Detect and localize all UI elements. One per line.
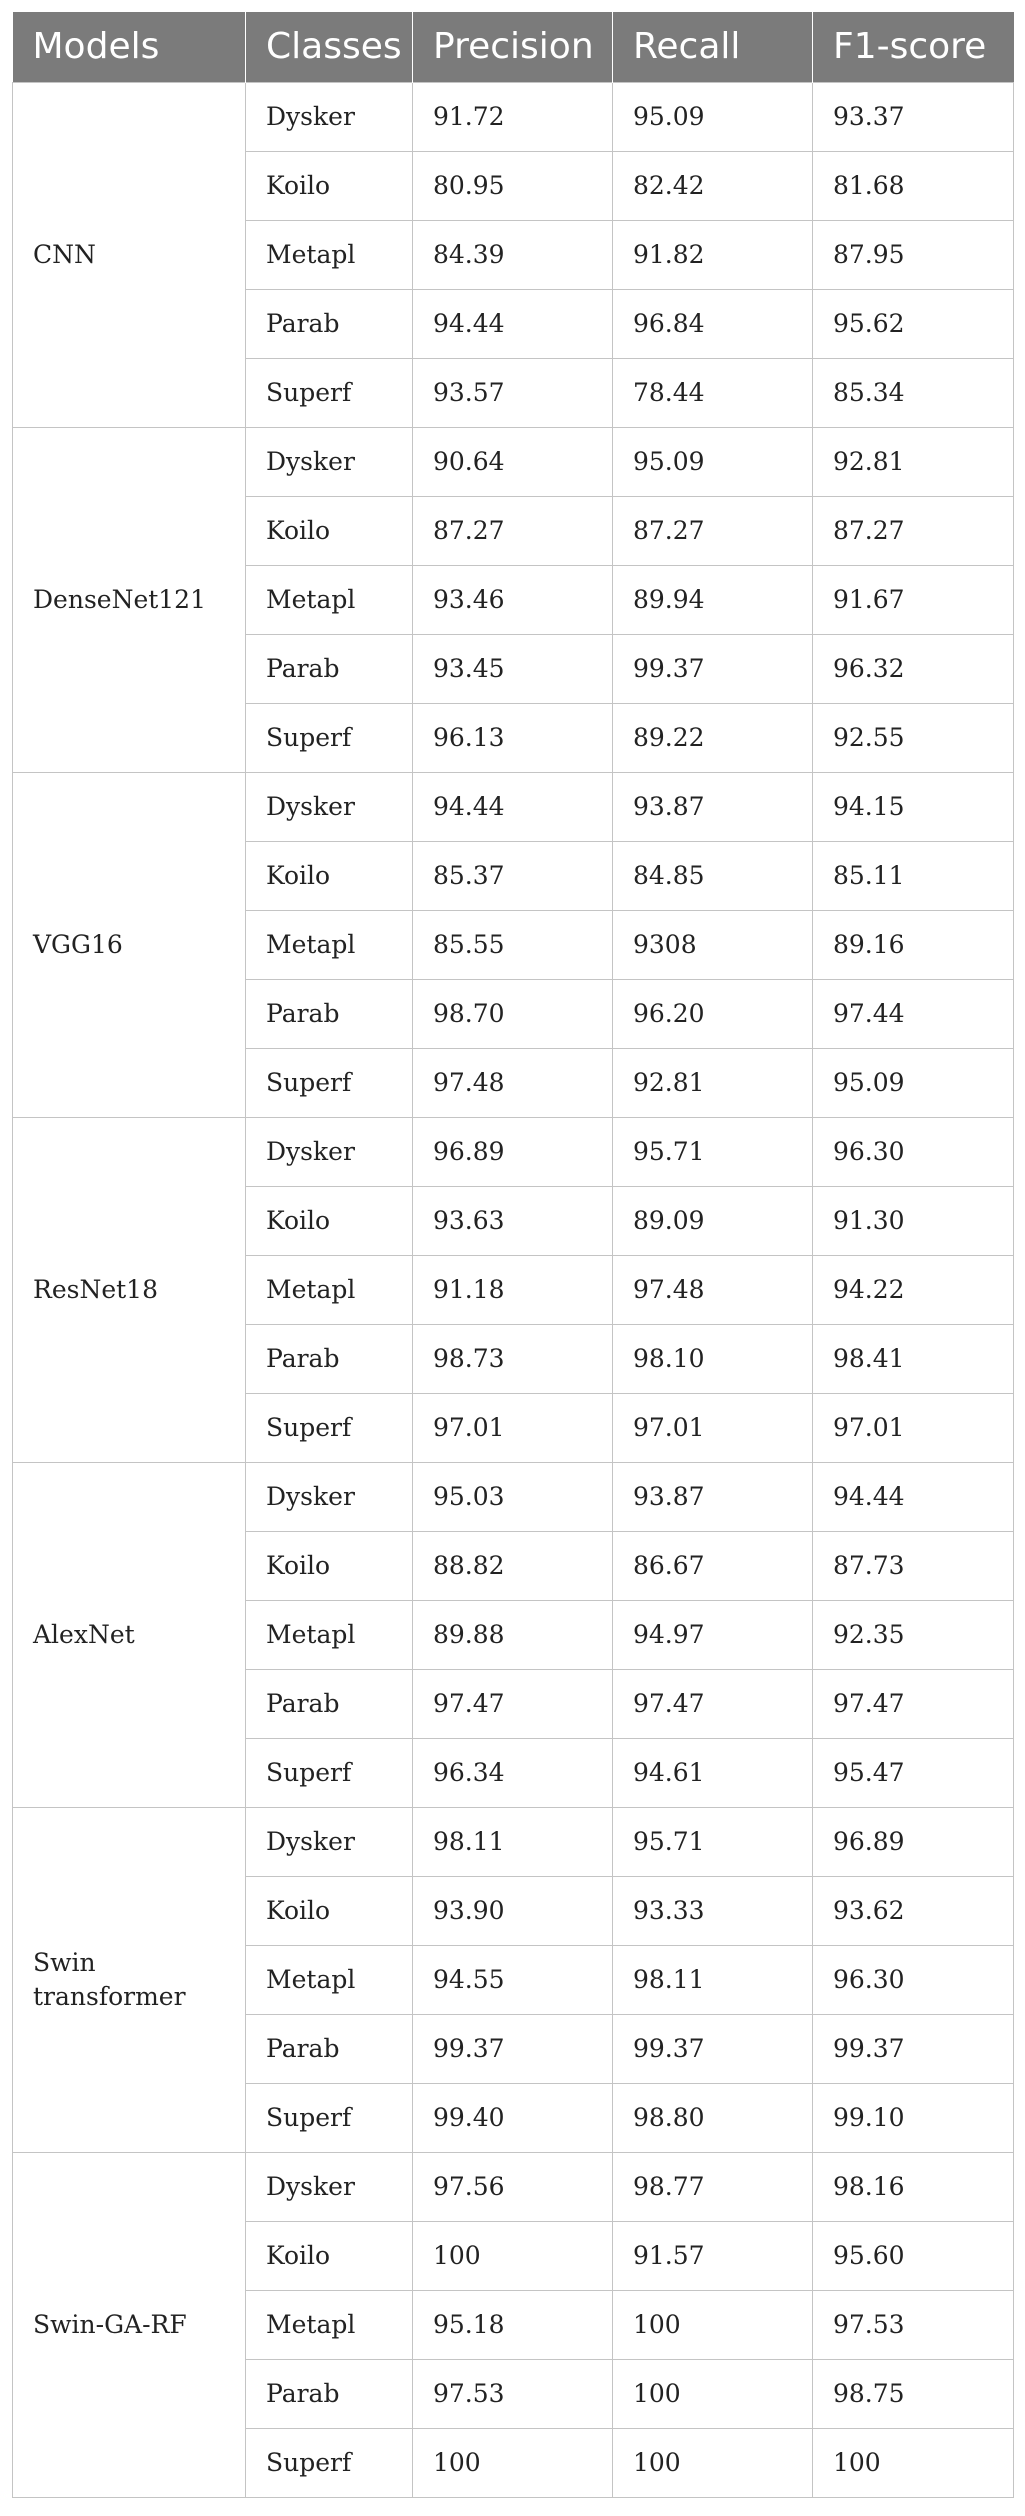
class-cell: Parab xyxy=(246,634,413,703)
recall-cell: 95.09 xyxy=(613,82,813,151)
class-cell: Koilo xyxy=(246,496,413,565)
precision-cell: 95.03 xyxy=(413,1462,613,1531)
model-name-cell: CNN xyxy=(13,82,246,427)
class-cell: Metapl xyxy=(246,2290,413,2359)
recall-cell: 93.87 xyxy=(613,1462,813,1531)
recall-cell: 98.10 xyxy=(613,1324,813,1393)
table-row xyxy=(13,427,1014,496)
precision-cell: 93.63 xyxy=(413,1186,613,1255)
recall-cell: 98.11 xyxy=(613,1945,813,2014)
recall-cell: 93.33 xyxy=(613,1876,813,1945)
f1-score-cell: 98.16 xyxy=(813,2152,1014,2221)
recall-cell: 91.57 xyxy=(613,2221,813,2290)
class-cell: Metapl xyxy=(246,1600,413,1669)
f1-score-cell: 93.62 xyxy=(813,1876,1014,1945)
class-cell: Dysker xyxy=(246,772,413,841)
f1-score-cell: 96.32 xyxy=(813,634,1014,703)
recall-cell: 94.61 xyxy=(613,1738,813,1807)
class-cell: Superf xyxy=(246,2083,413,2152)
precision-cell: 87.27 xyxy=(413,496,613,565)
f1-score-cell: 98.75 xyxy=(813,2359,1014,2428)
precision-cell: 98.70 xyxy=(413,979,613,1048)
recall-cell: 92.81 xyxy=(613,1048,813,1117)
precision-cell: 96.89 xyxy=(413,1117,613,1186)
f1-score-cell: 99.10 xyxy=(813,2083,1014,2152)
precision-cell: 98.11 xyxy=(413,1807,613,1876)
precision-cell: 98.73 xyxy=(413,1324,613,1393)
precision-cell: 99.37 xyxy=(413,2014,613,2083)
precision-cell: 93.57 xyxy=(413,358,613,427)
header-recall: Recall xyxy=(613,12,813,82)
recall-cell: 97.48 xyxy=(613,1255,813,1324)
precision-cell: 91.72 xyxy=(413,82,613,151)
recall-cell: 78.44 xyxy=(613,358,813,427)
precision-cell: 94.55 xyxy=(413,1945,613,2014)
f1-score-cell: 97.53 xyxy=(813,2290,1014,2359)
class-cell: Dysker xyxy=(246,427,413,496)
f1-score-cell: 100 xyxy=(813,2428,1014,2497)
model-name-cell: Swin-GA-RF xyxy=(13,2152,246,2497)
recall-cell: 89.09 xyxy=(613,1186,813,1255)
f1-score-cell: 91.30 xyxy=(813,1186,1014,1255)
f1-score-cell: 87.73 xyxy=(813,1531,1014,1600)
table-body xyxy=(13,82,1014,2497)
f1-score-cell: 95.47 xyxy=(813,1738,1014,1807)
recall-cell: 91.82 xyxy=(613,220,813,289)
f1-score-cell: 93.37 xyxy=(813,82,1014,151)
f1-score-cell: 97.47 xyxy=(813,1669,1014,1738)
f1-score-cell: 95.62 xyxy=(813,289,1014,358)
precision-cell: 97.01 xyxy=(413,1393,613,1462)
class-cell: Koilo xyxy=(246,151,413,220)
recall-cell: 93.87 xyxy=(613,772,813,841)
class-cell: Dysker xyxy=(246,1462,413,1531)
precision-cell: 93.45 xyxy=(413,634,613,703)
table-row xyxy=(13,1807,1014,1876)
class-cell: Koilo xyxy=(246,1876,413,1945)
class-cell: Metapl xyxy=(246,565,413,634)
f1-score-cell: 87.95 xyxy=(813,220,1014,289)
precision-cell: 84.39 xyxy=(413,220,613,289)
precision-cell: 97.48 xyxy=(413,1048,613,1117)
f1-score-cell: 96.89 xyxy=(813,1807,1014,1876)
table-row xyxy=(13,2152,1014,2221)
class-cell: Superf xyxy=(246,703,413,772)
precision-cell: 90.64 xyxy=(413,427,613,496)
f1-score-cell: 95.09 xyxy=(813,1048,1014,1117)
table-row xyxy=(13,82,1014,151)
f1-score-cell: 95.60 xyxy=(813,2221,1014,2290)
precision-cell: 97.53 xyxy=(413,2359,613,2428)
precision-cell: 91.18 xyxy=(413,1255,613,1324)
class-cell: Koilo xyxy=(246,1531,413,1600)
class-cell: Parab xyxy=(246,289,413,358)
f1-score-cell: 94.15 xyxy=(813,772,1014,841)
class-cell: Metapl xyxy=(246,220,413,289)
precision-cell: 89.88 xyxy=(413,1600,613,1669)
class-cell: Superf xyxy=(246,1738,413,1807)
recall-cell: 100 xyxy=(613,2359,813,2428)
class-cell: Superf xyxy=(246,1393,413,1462)
model-name-cell: VGG16 xyxy=(13,772,246,1117)
class-cell: Dysker xyxy=(246,2152,413,2221)
f1-score-cell: 98.41 xyxy=(813,1324,1014,1393)
precision-cell: 93.90 xyxy=(413,1876,613,1945)
precision-cell: 88.82 xyxy=(413,1531,613,1600)
recall-cell: 89.22 xyxy=(613,703,813,772)
model-name-cell: Swin transformer xyxy=(13,1807,246,2152)
f1-score-cell: 85.34 xyxy=(813,358,1014,427)
class-cell: Dysker xyxy=(246,1117,413,1186)
recall-cell: 9308 xyxy=(613,910,813,979)
class-cell: Parab xyxy=(246,1669,413,1738)
table-row xyxy=(13,1117,1014,1186)
f1-score-cell: 85.11 xyxy=(813,841,1014,910)
recall-cell: 86.67 xyxy=(613,1531,813,1600)
f1-score-cell: 81.68 xyxy=(813,151,1014,220)
table-header xyxy=(13,12,1014,82)
recall-cell: 95.71 xyxy=(613,1807,813,1876)
recall-cell: 98.80 xyxy=(613,2083,813,2152)
f1-score-cell: 94.22 xyxy=(813,1255,1014,1324)
precision-cell: 93.46 xyxy=(413,565,613,634)
model-name-cell: AlexNet xyxy=(13,1462,246,1807)
precision-cell: 80.95 xyxy=(413,151,613,220)
precision-cell: 94.44 xyxy=(413,289,613,358)
f1-score-cell: 92.55 xyxy=(813,703,1014,772)
recall-cell: 100 xyxy=(613,2428,813,2497)
f1-score-cell: 92.81 xyxy=(813,427,1014,496)
f1-score-cell: 96.30 xyxy=(813,1117,1014,1186)
precision-cell: 96.13 xyxy=(413,703,613,772)
class-cell: Parab xyxy=(246,979,413,1048)
precision-cell: 100 xyxy=(413,2221,613,2290)
recall-cell: 96.84 xyxy=(613,289,813,358)
precision-cell: 97.56 xyxy=(413,2152,613,2221)
f1-score-cell: 87.27 xyxy=(813,496,1014,565)
header-precision: Precision xyxy=(413,12,613,82)
recall-cell: 98.77 xyxy=(613,2152,813,2221)
recall-cell: 87.27 xyxy=(613,496,813,565)
class-cell: Dysker xyxy=(246,82,413,151)
recall-cell: 99.37 xyxy=(613,634,813,703)
f1-score-cell: 91.67 xyxy=(813,565,1014,634)
class-cell: Parab xyxy=(246,2359,413,2428)
class-cell: Parab xyxy=(246,1324,413,1393)
precision-cell: 96.34 xyxy=(413,1738,613,1807)
results-table-container xyxy=(12,12,1013,2498)
precision-cell: 97.47 xyxy=(413,1669,613,1738)
class-cell: Dysker xyxy=(246,1807,413,1876)
recall-cell: 97.01 xyxy=(613,1393,813,1462)
precision-cell: 99.40 xyxy=(413,2083,613,2152)
recall-cell: 82.42 xyxy=(613,151,813,220)
model-name-cell: DenseNet121 xyxy=(13,427,246,772)
recall-cell: 95.71 xyxy=(613,1117,813,1186)
recall-cell: 99.37 xyxy=(613,2014,813,2083)
recall-cell: 95.09 xyxy=(613,427,813,496)
class-cell: Koilo xyxy=(246,2221,413,2290)
f1-score-cell: 92.35 xyxy=(813,1600,1014,1669)
class-cell: Metapl xyxy=(246,1945,413,2014)
f1-score-cell: 97.01 xyxy=(813,1393,1014,1462)
table-row xyxy=(13,772,1014,841)
recall-cell: 84.85 xyxy=(613,841,813,910)
f1-score-cell: 97.44 xyxy=(813,979,1014,1048)
f1-score-cell: 99.37 xyxy=(813,2014,1014,2083)
class-cell: Superf xyxy=(246,2428,413,2497)
header-f1-score: F1-score xyxy=(813,12,1014,82)
precision-cell: 85.37 xyxy=(413,841,613,910)
class-cell: Superf xyxy=(246,1048,413,1117)
header-row xyxy=(13,12,1014,82)
f1-score-cell: 89.16 xyxy=(813,910,1014,979)
f1-score-cell: 94.44 xyxy=(813,1462,1014,1531)
results-table xyxy=(12,12,1014,2498)
recall-cell: 94.97 xyxy=(613,1600,813,1669)
precision-cell: 95.18 xyxy=(413,2290,613,2359)
class-cell: Superf xyxy=(246,358,413,427)
f1-score-cell: 96.30 xyxy=(813,1945,1014,2014)
class-cell: Metapl xyxy=(246,1255,413,1324)
precision-cell: 100 xyxy=(413,2428,613,2497)
recall-cell: 96.20 xyxy=(613,979,813,1048)
precision-cell: 94.44 xyxy=(413,772,613,841)
model-name-cell: ResNet18 xyxy=(13,1117,246,1462)
header-classes: Classes xyxy=(246,12,413,82)
precision-cell: 85.55 xyxy=(413,910,613,979)
class-cell: Koilo xyxy=(246,1186,413,1255)
recall-cell: 89.94 xyxy=(613,565,813,634)
table-row xyxy=(13,1462,1014,1531)
class-cell: Metapl xyxy=(246,910,413,979)
class-cell: Parab xyxy=(246,2014,413,2083)
header-models: Models xyxy=(13,12,246,82)
class-cell: Koilo xyxy=(246,841,413,910)
recall-cell: 100 xyxy=(613,2290,813,2359)
recall-cell: 97.47 xyxy=(613,1669,813,1738)
